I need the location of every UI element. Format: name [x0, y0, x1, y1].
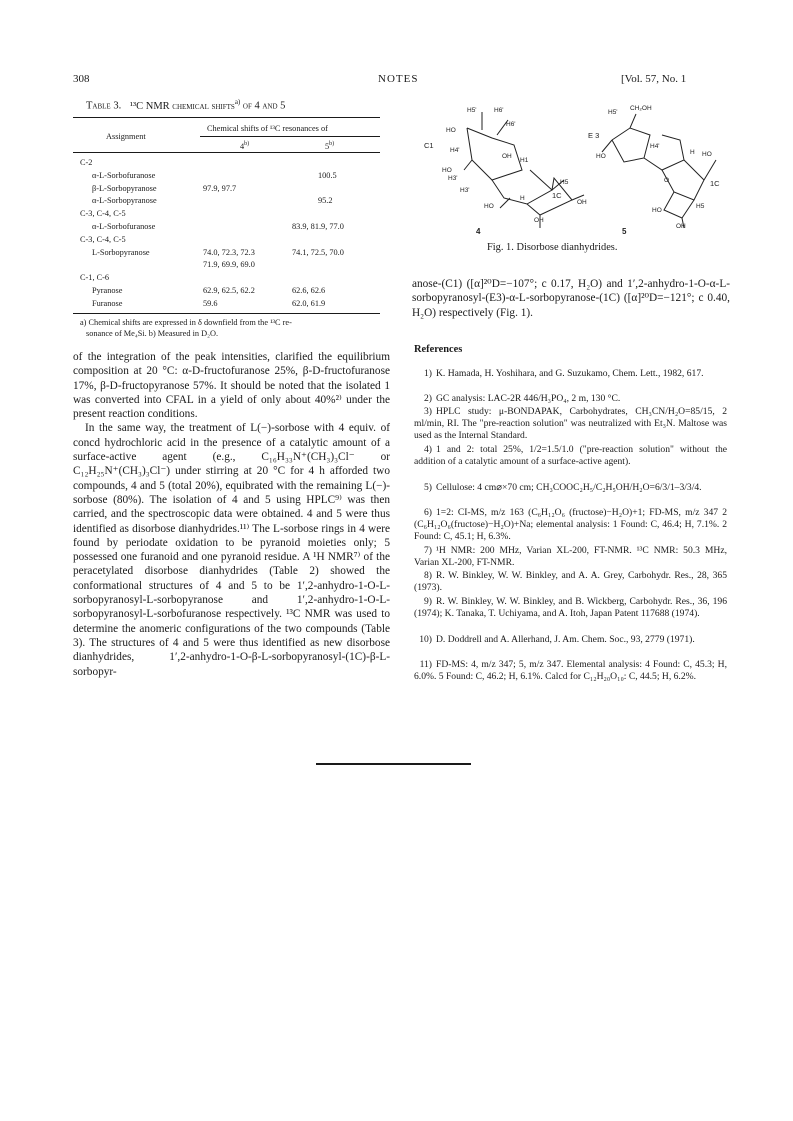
table-top-rule — [73, 117, 380, 118]
table-group-rule — [200, 136, 380, 137]
table-row-label: Pyranose — [92, 286, 123, 295]
end-rule — [316, 763, 471, 765]
fig-label: H — [690, 149, 695, 156]
reference-item — [414, 507, 727, 544]
table-cell-5: 62.6, 62.6 — [292, 286, 326, 295]
table-cell-5: 100.5 — [318, 170, 337, 180]
fig-label: H5' — [608, 109, 618, 116]
reference-number: 6) — [424, 507, 432, 518]
reference-item — [414, 659, 727, 683]
table-row-label: C-3, C-4, C-5 — [80, 209, 126, 219]
reference-text: Cellulose: 4 cm⌀×70 cm; CH₃COOC₂H₅/C₂H₅OH/H₂O=6/3/1–3/3/4. — [436, 482, 702, 493]
table-header-rule — [73, 152, 380, 153]
table-footnote-2: sonance of Me₄Si. b) Measured in D₂O. — [86, 329, 219, 338]
references-heading: References — [414, 344, 463, 355]
reference-text: 1=2: CI-MS, m/z 163 (C₆H₁₂O₆ (fructose)−H₂O)+1; FD-MS, m/z 347 2 (C₆H₁₂O₆(fructose)−H₂O)+Na; elemental analysis: 1 Found: C, 46.4; H, 7.1%. 2 Found: C, 45.1; H, 6.3%. — [414, 507, 727, 543]
table-cell-5: 95.2 — [318, 196, 333, 206]
paragraph: anose-(C1) ([α]²⁰D=−107°; c 0.17, H₂O) and 1′,2-anhydro-1-O-α-L-sorbopyranosyl-(E3)-α-L-sorbopyranose-(1C) ([α]²⁰D=−121°; c 0.40, H₂O) respectively (Fig. 1). — [412, 278, 730, 319]
table-row-label: α-L-Sorbopyranose — [92, 196, 157, 206]
table-cell-4: 74.0, 72.3, 72.3 — [203, 247, 255, 257]
reference-item — [414, 368, 727, 380]
reference-item — [414, 545, 727, 569]
fig-label: O — [664, 177, 670, 184]
fig-label: OH — [502, 153, 512, 160]
table-header-col5: 5$^{b)}$ — [325, 141, 335, 151]
ring-label-1c-a: 1C — [552, 191, 562, 200]
fig-label: H4' — [650, 143, 660, 150]
reference-number: 10) — [419, 634, 432, 645]
reference-text: D. Doddrell and A. Allerhand, J. Am. Chem. Soc., 93, 2779 (1971). — [436, 634, 695, 645]
table-row-label: C-3, C-4, C-5 — [80, 234, 126, 244]
fig-label: H6' — [506, 121, 516, 128]
fig-label: CH₂OH — [630, 105, 652, 112]
structure-4 — [464, 112, 584, 228]
reference-text: ¹H NMR: 200 MHz, Varian XL-200, FT-NMR. ¹³C NMR: 50.3 MHz, Varian XL-200, FT-NMR. — [414, 545, 727, 569]
table-cell-5: 83.9, 81.9, 77.0 — [292, 222, 344, 231]
reference-item — [414, 406, 727, 443]
reference-text: R. W. Binkley, W. W. Binkley, and A. A. Grey, Carbohydr. Res., 28, 365 (1973). — [414, 570, 727, 594]
table-cell-4: 62.9, 62.5, 62.2 — [203, 286, 255, 295]
ring-label-1c-b: 1C — [710, 179, 720, 188]
reference-number: 11) — [419, 659, 432, 670]
table-bottom-rule — [73, 313, 380, 314]
table-row-label: C-1, C-6 — [80, 273, 110, 283]
fig-label: H5 — [696, 203, 705, 210]
reference-number: 2) — [424, 393, 432, 404]
table-row-label: C-2 — [80, 158, 93, 167]
table-cell-4: 59.6 — [203, 298, 218, 308]
reference-number: 1) — [424, 368, 432, 379]
reference-text: K. Hamada, H. Yoshihara, and G. Suzukamo, Chem. Lett., 1982, 617. — [436, 368, 704, 379]
table-cell-4: 97.9, 97.7 — [203, 183, 237, 193]
ring-label-c1: C1 — [424, 141, 434, 150]
col4-label: 4 — [240, 141, 245, 151]
compound-label-4: 4 — [476, 227, 481, 236]
running-head: NOTES — [378, 73, 419, 85]
reference-item — [414, 393, 727, 405]
fig-label: H6' — [494, 107, 504, 114]
reference-item — [414, 482, 727, 494]
fig-label: HO — [596, 153, 606, 160]
reference-number: 5) — [424, 482, 432, 493]
fig-label: HO — [446, 127, 456, 134]
reference-item — [414, 570, 727, 594]
figure-disorbose-structures — [412, 100, 742, 240]
compound-label-5: 5 — [622, 227, 627, 236]
ring-label-e3: E 3 — [588, 131, 600, 140]
table-header-assignment: Assignment — [106, 132, 146, 141]
fig-label: OH — [534, 217, 544, 224]
left-column-text — [73, 350, 390, 679]
reference-text: HPLC study: μ-BONDAPAK, Carbohydrates, CH₃CN/H₂O=85/15, 2 ml/min, RI. The "pre-reaction solution" was neutralized with Et₃N. Maltose was used as the Internal Standard. — [414, 406, 727, 442]
fig-label: H — [520, 195, 525, 202]
table-header-group: Chemical shifts of ¹³C resonances of — [207, 124, 328, 133]
table-row-label: β-L-Sorbopyranose — [92, 183, 157, 193]
reference-item — [414, 444, 727, 468]
fig-label: HO — [702, 151, 712, 158]
table-caption: Table 3. ¹³C NMR chemical shifts$^{a)}$ of 4 and 5 — [86, 98, 286, 112]
table-label: Table 3. — [86, 100, 122, 112]
volume-label: [Vol. 57, No. 1 — [621, 73, 687, 85]
reference-text: R. W. Binkley, W. W. Binkley, and B. Wickberg, Carbohydr. Res., 36, 196 (1974); K. Tanaka, T. Uchiyama, and A. Itoh, Japan Patent 117688 (1974). — [414, 596, 727, 620]
table-cell-4: 71.9, 69.9, 69.0 — [203, 260, 255, 270]
fig-label: HO — [652, 207, 662, 214]
fig-label: H1 — [520, 157, 529, 164]
paragraph: In the same way, the treatment of L(−)-sorbose with 4 equiv. of concd hydrochloric acid in the presence of a catalytic amount of a surface-active agent (e.g., C₁₆H₃₃N⁺(CH₃)₃Cl⁻ or C₁₂H₂₅N⁺(CH₃)₃Cl⁻) under stirring at 20 °C for 4 h afforded two compounds, 4 and 5 (total 20%), equibrated with the remaining L(−)-sorbose (80%). The isolation of 4 and 5 using HPLC⁹⁾ was then carried, and the spectroscopic data were obtained. 4 and 5 were thus identified as disorbose dianhydrides.¹¹⁾ The L-sorbose rings in 4 were found by periodate oxidation to be pyranoid moieties only; 5 possessed one furanoid and one pyranoid residue. A ¹H NMR⁷⁾ of the peracetylated disorbose dianhydrides (Table 2) showed the conformational structures of 4 and 5 to be 1′,2-anhydro-1-O-L-sorbopyranosyl-L-sorbopyranose and 1′,2-anhydro-1-O-L-sorbopyranosyl-L-sorbofuranose respectively. ¹³C NMR was used to determine the anomeric configurations of the two compounds (Table 3). The structures of 4 and 5 were thus identified as new disorbose dianhydrides, 1′,2-anhydro-1-O-β-L-sorbopyranosyl-(1C)-β-L-sorbopyr- — [73, 422, 390, 678]
fig-label: OH — [577, 199, 587, 206]
fig-label: OH — [676, 223, 686, 230]
reference-number: 3) — [424, 406, 432, 417]
figure-labels — [424, 105, 720, 236]
right-column-text — [412, 277, 730, 320]
fig-label: H5' — [467, 107, 477, 114]
table-row-label: α-L-Sorbofuranose — [92, 222, 156, 231]
reference-number: 9) — [424, 596, 432, 607]
table-caption-text: ¹³C NMR chemical shifts — [129, 100, 235, 112]
reference-item — [414, 634, 727, 646]
table-row-label: Furanose — [92, 298, 123, 308]
table-header-col4: 4$^{b)}$ — [240, 141, 250, 151]
table-row-label: α-L-Sorbofuranose — [92, 170, 156, 180]
fig-label: H4' — [450, 147, 460, 154]
table-cell-5: 62.0, 61.9 — [292, 298, 326, 308]
reference-number: 7) — [424, 545, 432, 556]
table-footnote-1: a) Chemical shifts are expressed in δ downfield from the ¹³C re- — [80, 318, 292, 327]
col5-label: 5 — [325, 141, 330, 151]
fig-label: H5 — [560, 179, 569, 186]
fig-label: H3' — [448, 175, 458, 182]
table-cell-5: 74.1, 72.5, 70.0 — [292, 247, 344, 257]
paragraph: of the integration of the peak intensities, clarified the equilibrium composition at 20 °C: α-D-fructofuranose 25%, β-D-fructofuranose 17%, β-D-fructopyranose 57%. It should be noted that the isolated 1 was converted into CFAL in a yield of only about 40%²⁾ under the present reaction conditions. — [73, 351, 390, 421]
reference-text: FD-MS: 4, m/z 347; 5, m/z 347. Elemental analysis: 4 Found: C, 45.3; H, 6.0%. 5 Found: C, 46.2; H, 6.1%. Calcd for C₁₂H₂₀O₁₀: C, 44.5; H, 6.2%. — [414, 659, 727, 683]
page-number: 308 — [73, 73, 90, 85]
fig-label: HO — [484, 203, 494, 210]
figure-caption: Fig. 1. Disorbose dianhydrides. — [487, 242, 618, 253]
reference-number: 8) — [424, 570, 432, 581]
table-caption-tail: of 4 and 5 — [242, 100, 286, 112]
table-row-label: L-Sorbopyranose — [92, 247, 150, 257]
reference-item — [414, 596, 727, 620]
reference-number: 4) — [424, 444, 432, 455]
reference-text: GC analysis: LAC-2R 446/H₃PO₄, 2 m, 130 °C. — [436, 393, 621, 404]
fig-label: HO — [442, 167, 452, 174]
reference-text: 1 and 2: total 25%, 1/2=1.5/1.0 ("pre-reaction solution" without the addition of a catalytic amount of a surface-active agent). — [414, 444, 727, 468]
fig-label: H3' — [460, 187, 470, 194]
